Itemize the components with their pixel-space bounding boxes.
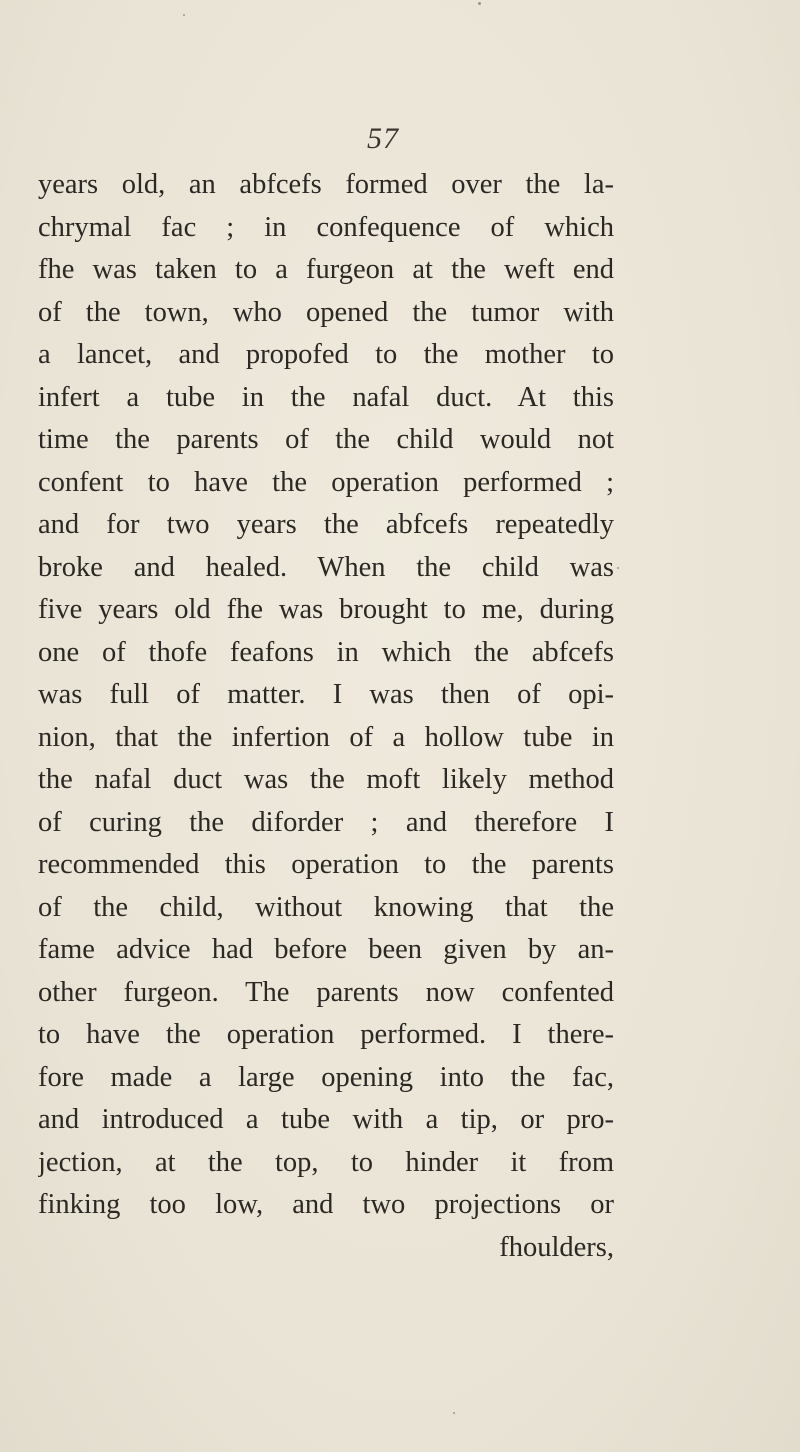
text-line: broke and healed. When the child was <box>38 551 614 583</box>
text-line: five years old fhe was brought to me, during <box>38 594 614 625</box>
page-number: 57 <box>367 122 399 155</box>
text-line: jection, at the top, to hinder it from <box>38 1146 614 1178</box>
text-line: other furgeon. The parents now confented <box>38 976 614 1008</box>
paper-speck <box>478 2 481 5</box>
text-line: was full of matter. I was then of opi- <box>38 679 614 710</box>
catchword-line: fhoulders, <box>499 1231 614 1263</box>
text-line: to have the operation performed. I there- <box>38 1019 614 1050</box>
text-line: of the town, who opened the tumor with <box>38 296 614 328</box>
text-line: confent to have the operation performed ; <box>38 466 614 498</box>
text-line: chrymal fac ; in confequence of which <box>38 211 614 243</box>
text-line: of the child, without knowing that the <box>38 891 614 923</box>
text-line: a lancet, and propofed to the mother to <box>38 339 614 370</box>
text-line: and for two years the abfcefs repeatedly <box>38 509 614 540</box>
paper-speck <box>453 1412 455 1414</box>
text-line: the nafal duct was the moft likely method <box>38 764 614 795</box>
text-line: and introduced a tube with a tip, or pro- <box>38 1104 614 1135</box>
text-line: fhe was taken to a furgeon at the weft end <box>38 254 614 285</box>
paper-speck <box>183 14 185 16</box>
text-line: one of thofe feafons in which the abfcefs <box>38 636 614 668</box>
text-line: years old, an abfcefs formed over the la- <box>38 169 614 200</box>
text-line: of curing the diforder ; and therefore I <box>38 806 614 838</box>
text-line: finking too low, and two projections or <box>38 1189 614 1220</box>
text-line: infert a tube in the nafal duct. At this <box>38 381 614 413</box>
text-line: fame advice had before been given by an- <box>38 934 614 965</box>
body-text <box>38 164 614 1269</box>
text-line: recommended this operation to the parents <box>38 849 614 880</box>
paper-speck <box>617 567 619 569</box>
text-line: time the parents of the child would not <box>38 424 614 455</box>
text-line: nion, that the infertion of a hollow tube in <box>38 721 614 753</box>
text-line: fore made a large opening into the fac, <box>38 1061 614 1093</box>
